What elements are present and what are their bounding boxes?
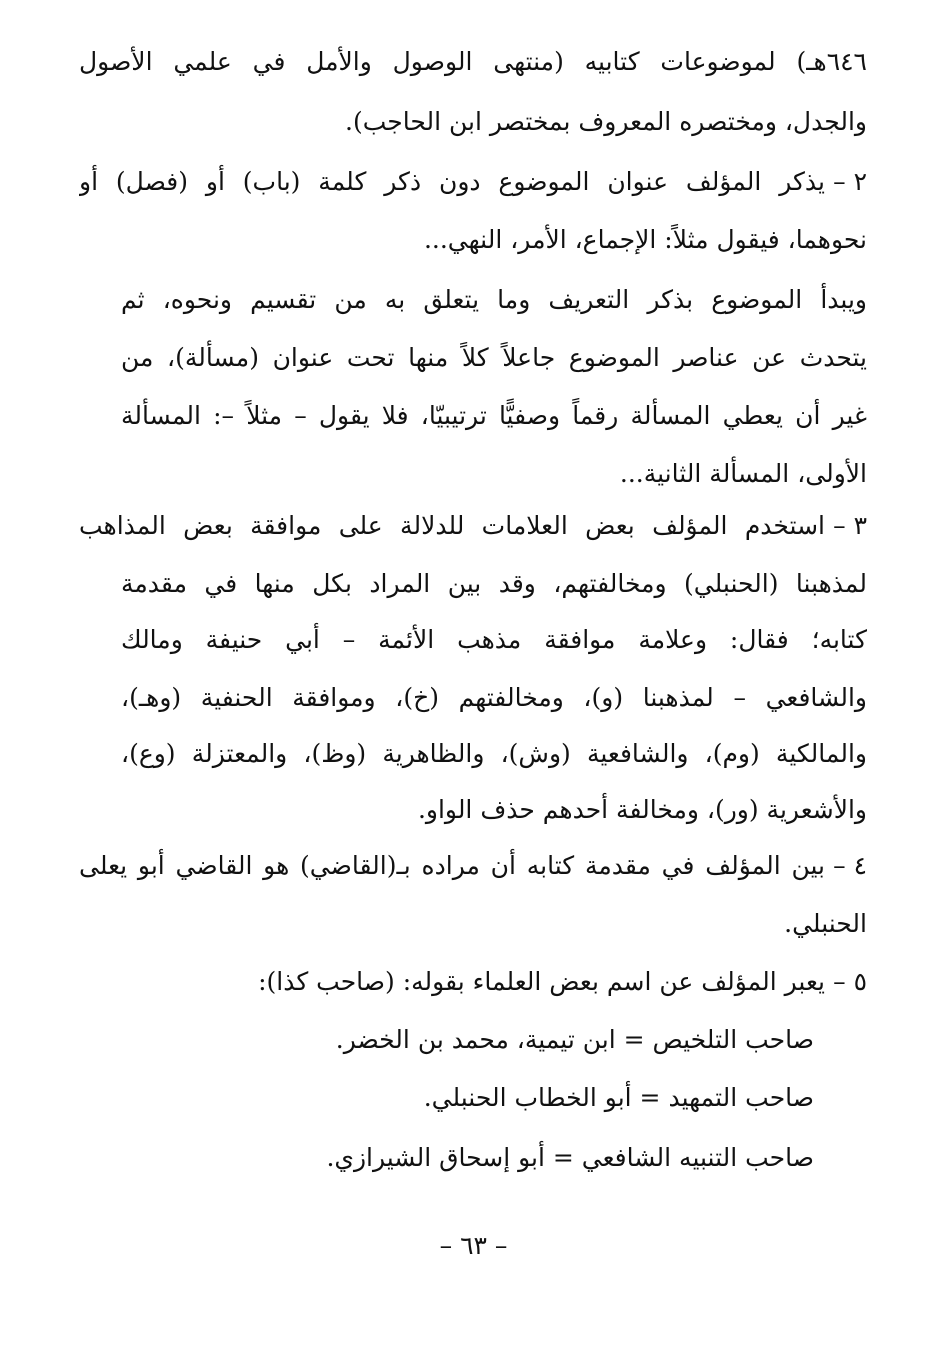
item-2-followup-line: الأولى، المسألة الثانية... xyxy=(619,459,867,488)
item-4-line: الحنبلي. xyxy=(784,909,867,938)
item-2-marker: ٢ – xyxy=(833,167,867,196)
item-5-entry: صاحب التمهيد = أبو الخطاب الحنبلي. xyxy=(423,1083,814,1112)
item-3-marker: ٣ – xyxy=(833,511,867,540)
item-2-followup-line: يتحدث عن عناصر الموضوع جاعلاً كلاً منها تحت عنوان (مسألة)، من xyxy=(121,343,867,372)
item-3-line: استخدم المؤلف بعض العلامات للدلالة على موافقة بعض المذاهب xyxy=(79,511,825,540)
item-4-marker: ٤ – xyxy=(833,851,867,880)
item-3-line: كتابه؛ فقال: وعلامة موافقة مذهب الأئمة – أبي حنيفة ومالك xyxy=(121,625,867,654)
paragraph-line: والجدل، ومختصره المعروف بمختصر ابن الحاجب). xyxy=(345,107,867,136)
item-2-followup-line: ويبدأ الموضوع بذكر التعريف وما يتعلق به من تقسيم ونحوه، ثم xyxy=(121,285,867,314)
page-number: – ٦٣ – xyxy=(439,1231,508,1260)
item-3-line: والشافعي – لمذهبنا (و)، ومخالفتهم (خ)، وموافقة الحنفية (وهـ)، xyxy=(121,683,867,712)
item-5-intro: يعبر المؤلف عن اسم بعض العلماء بقوله: (صاحب كذا): xyxy=(258,967,825,996)
item-4-line: بين المؤلف في مقدمة كتابه أن مراده بـ(القاضي) هو القاضي أبو يعلى xyxy=(79,851,825,880)
item-3-line: والمالكية (وم)، والشافعية (وش)، والظاهرية (وظ)، والمعتزلة (وع)، xyxy=(121,739,867,768)
item-5-entry: صاحب التلخيص = ابن تيمية، محمد بن الخضر. xyxy=(335,1025,814,1054)
item-2-line: يذكر المؤلف عنوان الموضوع دون ذكر كلمة (باب) أو (فصل) أو xyxy=(79,167,825,196)
item-2-line: نحوهما، فيقول مثلاً: الإجماع، الأمر، النهي... xyxy=(423,225,867,254)
item-3-line: والأشعرية (ور)، ومخالفة أحدهم حذف الواو. xyxy=(417,795,867,824)
paragraph-line: ٦٤٦هـ) لموضوعات كتابيه (منتهى الوصول والأمل في علمي الأصول xyxy=(79,47,867,76)
item-3-line: لمذهبنا (الحنبلي) ومخالفتهم، وقد بين المراد بكل منها في مقدمة xyxy=(121,569,867,598)
item-5-entry: صاحب التنبيه الشافعي = أبو إسحاق الشيرازي. xyxy=(326,1143,814,1172)
item-5-marker: ٥ – xyxy=(833,967,867,996)
item-2-followup-line: غير أن يعطي المسألة رقماً وصفيًّا ترتيبيّا، فلا يقول – مثلاً –: المسألة xyxy=(121,401,867,430)
